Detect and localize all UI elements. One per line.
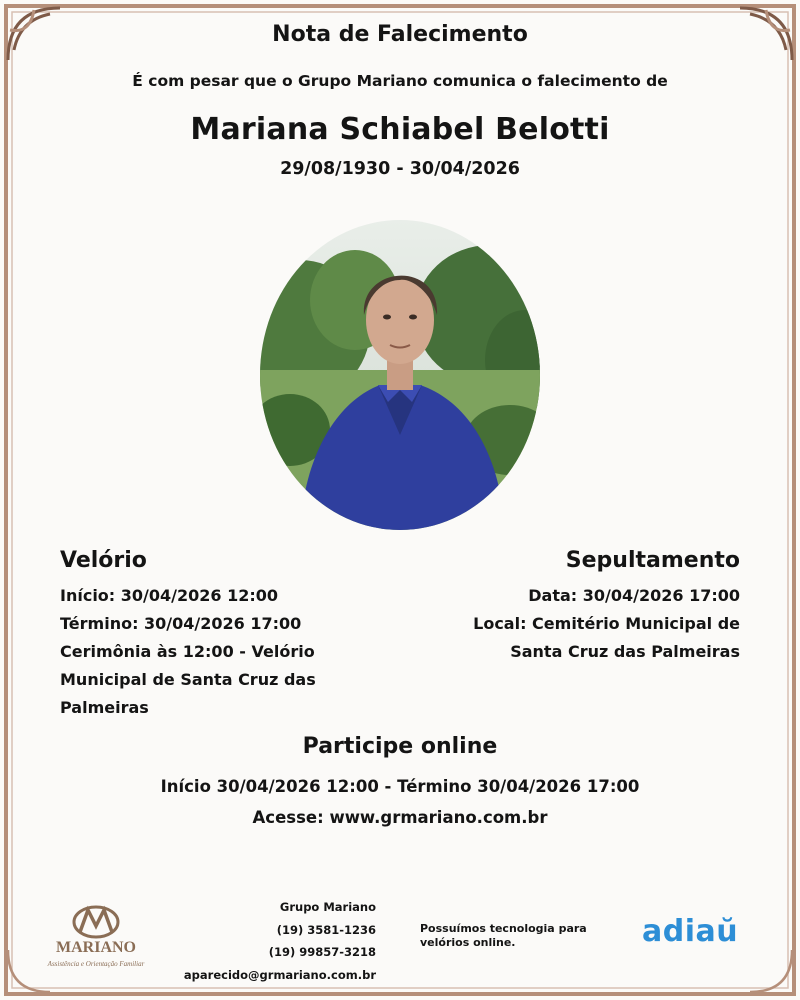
logo-tagline: Assistência e Orientação Familiar: [47, 960, 145, 968]
online-heading: Participe online: [302, 734, 498, 759]
company-name: Grupo Mariano: [279, 900, 376, 914]
online-link[interactable]: Acesse: www.grmariano.com.br: [252, 808, 548, 827]
online-times: Início 30/04/2026 12:00 - Término 30/04/2026 17:00: [160, 777, 640, 796]
tech-note-line2: velórios online.: [420, 936, 516, 949]
page-title: Nota de Falecimento: [272, 22, 528, 47]
phone-mobile[interactable]: (19) 99857-3218: [268, 945, 376, 959]
deceased-portrait: [260, 220, 540, 530]
contact-email[interactable]: aparecido@grmariano.com.br: [183, 967, 376, 982]
velorio-start: Início: 30/04/2026 12:00: [60, 586, 279, 605]
phone-landline[interactable]: (19) 3581-1236: [276, 922, 376, 937]
sepultamento-heading: Sepultamento: [565, 548, 740, 573]
mariano-monogram-logo: [74, 907, 118, 937]
velorio-section: [60, 546, 360, 722]
sepultamento-date: Data: 30/04/2026 17:00: [528, 586, 740, 605]
sepultamento-location-line2: Santa Cruz das Palmeiras: [510, 642, 740, 661]
velorio-end: Término: 30/04/2026 17:00: [60, 614, 302, 633]
announcement-intro: É com pesar que o Grupo Mariano comunica o falecimento de: [132, 72, 668, 90]
sepultamento-location-line1: Local: Cemitério Municipal de: [473, 614, 740, 633]
velorio-ceremony-line1: Cerimônia às 12:00 - Velório: [60, 642, 315, 661]
corner-ornament-bottom-right: [750, 950, 792, 992]
life-dates: 29/08/1930 - 30/04/2026: [280, 159, 520, 179]
sepultamento-section: [440, 546, 740, 666]
deceased-name: Mariana Schiabel Belotti: [190, 112, 610, 147]
tech-note-line1: Possuímos tecnologia para: [420, 922, 587, 935]
velorio-ceremony-line3: Palmeiras: [60, 698, 149, 717]
logo-name: MARIANO: [56, 939, 136, 956]
contact-info: [180, 896, 376, 986]
mariano-logo: [44, 904, 154, 970]
velorio-heading: Velório: [60, 548, 147, 573]
online-tech-note: [420, 922, 610, 950]
adiau-logo: adiaŭ: [642, 914, 739, 949]
velorio-ceremony-line2: Municipal de Santa Cruz das: [60, 670, 316, 689]
